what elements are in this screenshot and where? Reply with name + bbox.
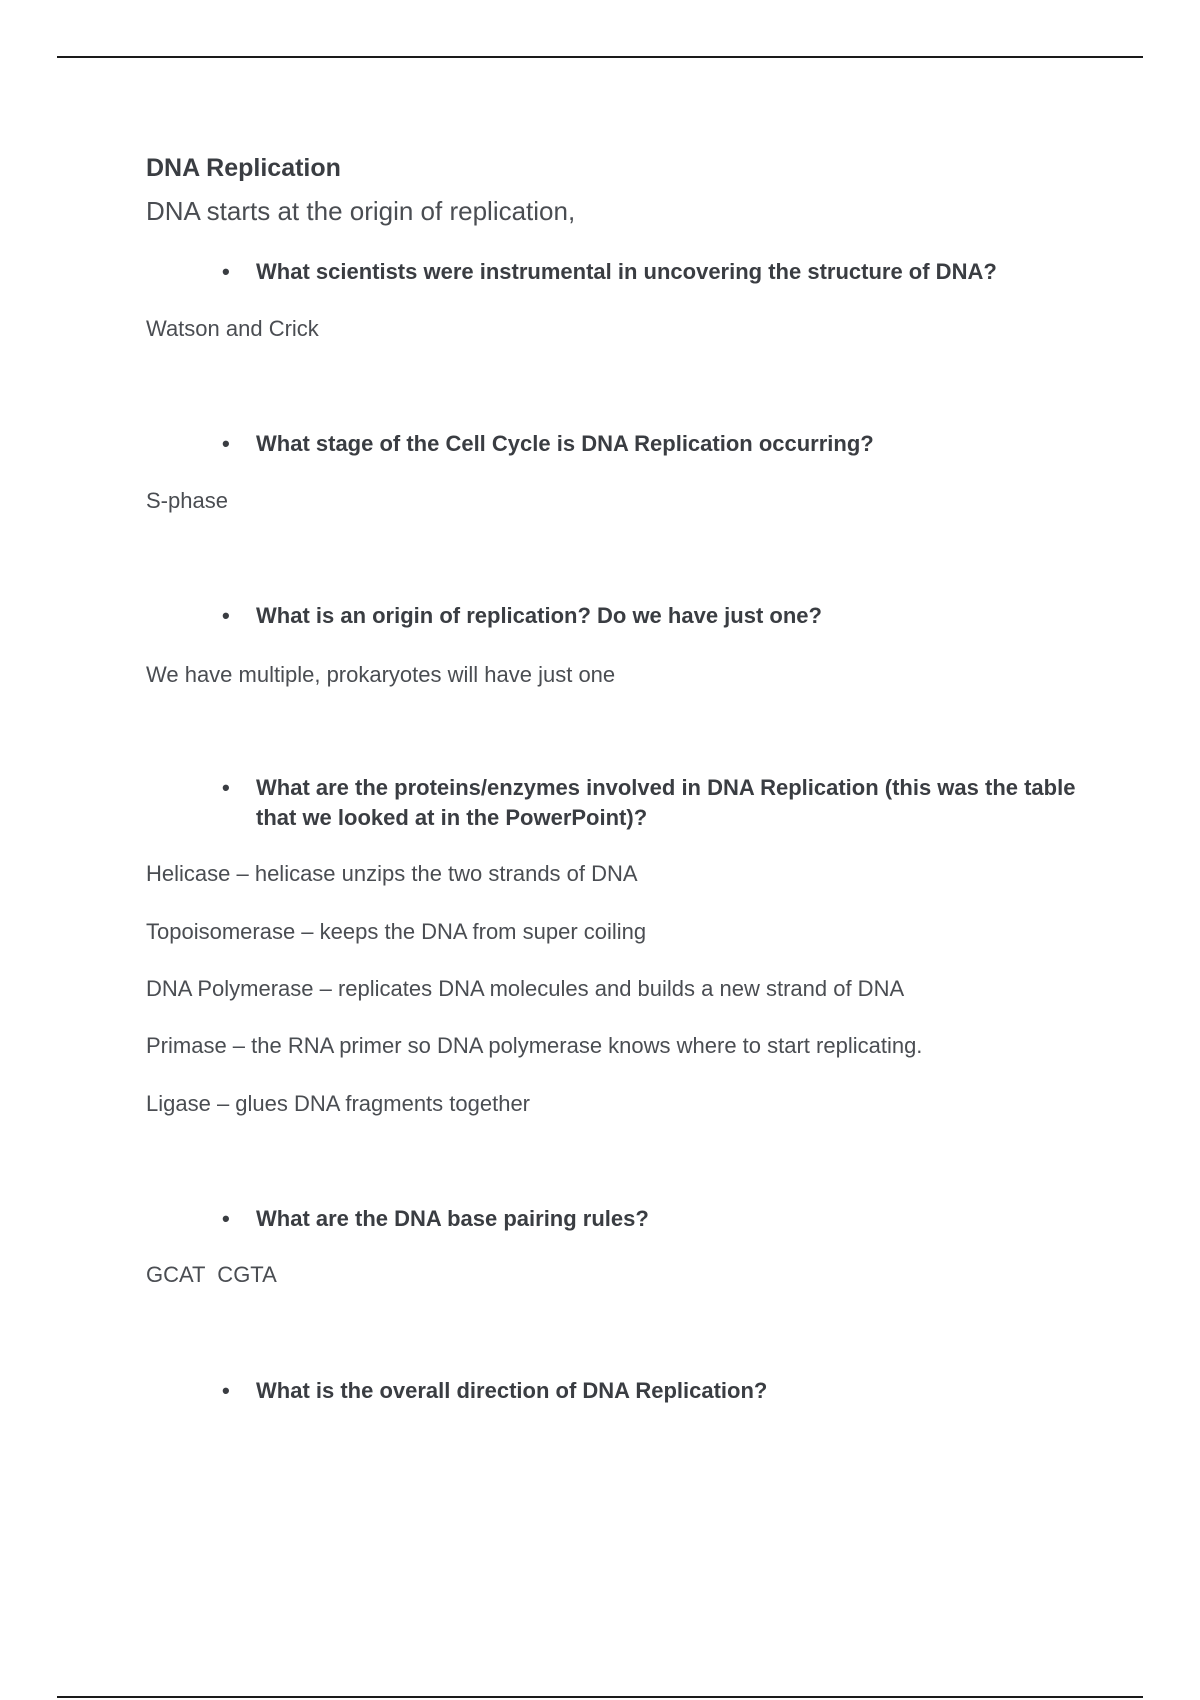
bullet-icon: • — [222, 1206, 230, 1231]
question-text: What is an origin of replication? Do we have just one? — [256, 603, 822, 628]
question-replication-direction — [222, 1376, 1086, 1406]
question-origin-of-replication — [222, 601, 1086, 631]
question-text: What scientists were instrumental in uncovering the structure of DNA? — [256, 259, 997, 284]
answer-origin-of-replication: We have multiple, prokaryotes will have just one — [146, 662, 616, 687]
answer-dna-polymerase: DNA Polymerase – replicates DNA molecules and builds a new strand of DNA — [146, 976, 905, 1001]
document-title: DNA Replication — [146, 154, 341, 182]
question-text: What is the overall direction of DNA Replication? — [256, 1378, 768, 1403]
answer-scientists: Watson and Crick — [146, 316, 319, 341]
bullet-icon: • — [222, 1378, 230, 1403]
header-rule — [57, 56, 1143, 58]
intro-text: DNA starts at the origin of replication, — [146, 196, 576, 226]
footer-rule — [57, 1696, 1143, 1698]
answer-helicase: Helicase – helicase unzips the two strands of DNA — [146, 861, 638, 886]
answer-primase: Primase – the RNA primer so DNA polymerase knows where to start replicating. — [146, 1033, 923, 1058]
question-text: What stage of the Cell Cycle is DNA Replication occurring? — [256, 431, 874, 456]
answer-base-pairing: GCAT CGTA — [146, 1262, 277, 1287]
question-proteins-enzymes — [222, 773, 1086, 833]
bullet-icon: • — [222, 603, 230, 628]
answer-cell-cycle-stage: S-phase — [146, 488, 228, 513]
bullet-icon: • — [222, 431, 230, 456]
question-text: What are the DNA base pairing rules? — [256, 1206, 649, 1231]
question-scientists — [222, 257, 1086, 287]
bullet-icon: • — [222, 775, 230, 800]
question-base-pairing — [222, 1204, 1086, 1234]
bullet-icon: • — [222, 259, 230, 284]
question-text: What are the proteins/enzymes involved in DNA Replication (this was the table that we looked at in the PowerPoint)? — [256, 775, 1076, 830]
answer-topoisomerase: Topoisomerase – keeps the DNA from super coiling — [146, 919, 647, 944]
question-cell-cycle-stage — [222, 429, 1086, 459]
answer-ligase: Ligase – glues DNA fragments together — [146, 1091, 531, 1116]
